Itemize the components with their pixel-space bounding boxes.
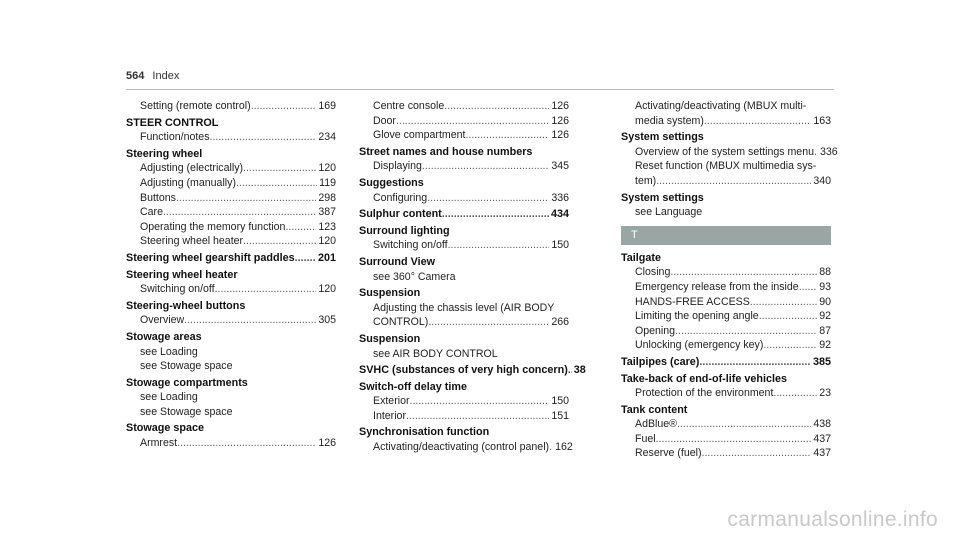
dot-leader [699,355,811,370]
index-subentry [126,234,336,249]
page-reference: 340 [813,174,831,187]
page-reference: 385 [812,355,831,368]
index-heading [359,207,569,222]
index-subentry [621,145,838,160]
dot-leader [773,386,817,401]
index-subentry-text: see Loading [140,391,198,404]
index-subentry-text: Limiting the opening angle [635,310,759,323]
dot-leader [210,130,317,145]
dot-leader [177,436,316,451]
index-subentry-text: Opening [635,324,676,337]
dot-leader [243,234,316,249]
index-heading-text: Tank content [621,403,688,416]
index-heading-text: Suspension [359,287,421,300]
index-subentry [621,432,831,447]
index-subentry [621,205,831,220]
index-subentry-text: Displaying [373,160,422,173]
index-subentry-text: Buttons [140,191,176,204]
index-heading-text: Tailpipes (care) [621,355,700,368]
index-subentry [621,417,831,432]
header-divider [126,89,834,90]
index-heading [621,191,831,206]
index-subentry-text: Armrest [140,437,178,450]
index-subentry [126,345,336,360]
index-subentry [359,159,569,174]
dot-leader [675,324,817,339]
index-subentry-text: Steering wheel heater [140,235,244,248]
index-heading-text: Take-back of end-of-life vehicles [621,372,787,385]
index-subentry-text: see 360° Camera [373,270,456,283]
index-subentry [359,301,569,316]
dot-leader [428,315,549,330]
page-reference: 92 [819,310,831,323]
index-heading-text: System settings [621,131,704,144]
page-reference: 120 [318,283,336,296]
index-subentry-text: Adjusting the chassis level (AIR BODY [373,301,555,314]
dot-leader [410,394,550,409]
index-subentry-text: Configuring [373,191,428,204]
index-subentry-text: Closing [635,266,671,279]
index-column-2 [359,99,586,455]
index-subentry-text: see Stowage space [140,360,233,373]
section-letter: T [621,226,831,245]
index-entry [359,363,586,378]
section-title: Index [152,70,180,82]
index-entry [621,191,831,220]
index-heading-text: Street names and house numbers [359,145,533,158]
index-entry [621,372,831,401]
index-subentry-text: Operating the memory function [140,220,286,233]
index-entry [359,176,569,205]
watermark-logo: carmanualsonline.info [727,508,938,531]
page-reference: 201 [317,251,336,264]
page-reference: 93 [819,280,831,293]
index-entry [359,224,569,253]
dot-leader [465,128,549,143]
index-heading-text: Switch-off delay time [359,380,467,393]
index-subentry [359,270,569,285]
index-subentry [359,114,569,129]
index-subentry-text: CONTROL) [373,316,429,329]
dot-leader [799,280,818,295]
index-heading [126,268,336,283]
index-subentry [621,446,831,461]
index-subentry-text: Adjusting (electrically) [140,162,244,175]
index-subentry-text: Door [373,114,396,127]
index-subentry-text: Activating/deactivating (control panel) [373,441,550,454]
index-subentry [126,130,336,145]
dot-leader [184,313,316,328]
dot-leader [750,295,817,310]
index-subentry [621,265,831,280]
index-heading-text: Stowage areas [126,330,202,343]
index-subentry-text: see Language [635,206,703,219]
index-subentry [359,191,569,206]
index-entry [359,332,569,361]
index-subentry [359,409,569,424]
page-reference: 150 [551,395,569,408]
index-entry [126,330,336,374]
index-subentry [126,436,336,451]
index-heading-text: Steering wheel [126,147,203,160]
dot-leader [243,161,316,176]
dot-leader [285,220,316,235]
dot-leader [442,207,549,222]
index-subentry [126,313,336,328]
page-reference: 387 [318,206,336,219]
page-reference: 438 [813,418,831,431]
index-entry [359,380,569,424]
index-subentry-text: Reserve (fuel) [635,447,702,460]
index-subentry [126,405,336,420]
index-heading [359,176,569,191]
index-entry [126,421,336,450]
page-reference: 126 [551,129,569,142]
page-header [126,70,179,82]
page-reference: 87 [819,324,831,337]
index-subentry [126,282,336,297]
index-subentry-text: Glove compartment [373,129,466,142]
dot-leader [704,114,811,129]
index-subentry [126,176,336,191]
dot-leader [448,238,550,253]
index-entry [126,99,336,114]
dot-leader [406,409,549,424]
index-subentry-text: Unlocking (emergency key) [635,339,764,352]
index-heading-text: Tailgate [621,251,661,264]
dot-leader [427,191,549,206]
index-subentry-text: tem) [635,174,657,187]
dot-leader [396,114,549,129]
page-reference: 23 [819,387,831,400]
index-heading [126,330,336,345]
index-subentry-text: Care [140,206,163,219]
index-subentry [621,338,831,353]
page-reference: 234 [318,131,336,144]
index-heading-text: Suggestions [359,176,424,189]
page-reference: 345 [551,160,569,173]
page-reference: 434 [550,208,569,221]
index-subentry-text: Overview [140,314,185,327]
index-subentry [359,347,569,362]
index-entry [621,355,831,370]
index-subentry [126,161,336,176]
index-heading [359,224,569,239]
index-entry [359,99,569,143]
index-subentry [126,99,336,114]
index-entry [359,286,569,330]
index-entry [359,145,569,174]
index-subentry-text: Centre console [373,100,445,112]
index-subentry [359,128,569,143]
index-heading [621,130,831,145]
page-reference: 120 [318,162,336,175]
index-entry [621,99,831,128]
page-number: 564 [126,70,145,82]
index-heading-text: Synchronisation function [359,426,490,439]
index-heading [126,116,336,131]
index-heading [126,251,336,266]
index-entry [126,299,336,328]
page-reference: 162 [555,441,573,454]
index-subentry [621,280,831,295]
index-subentry [621,99,831,114]
index-entry [359,207,569,222]
index-heading [359,425,569,440]
dot-leader [176,191,316,206]
index-heading [621,403,831,418]
index-entry [126,147,336,249]
index-subentry [621,159,831,174]
dot-leader [702,446,812,461]
page-reference: 38 [573,364,586,377]
page-reference: 126 [551,114,569,127]
page-reference: 305 [318,314,336,327]
index-subentry-text: Reset function (MBUX multimedia sys- [635,160,817,173]
index-subentry [621,114,831,129]
index-heading [621,355,831,370]
index-subentry-text: Activating/deactivating (MBUX multi- [635,100,807,112]
index-subentry [359,238,569,253]
index-heading-text: Sulphur content [359,208,442,221]
page-reference: 151 [551,409,569,422]
dot-leader [656,174,811,189]
index-subentry-text: Overview of the system settings menu [635,145,814,158]
dot-leader [295,251,316,266]
index-subentry [359,315,569,330]
page-reference: 336 [820,145,838,158]
index-heading-text: Steering-wheel buttons [126,299,246,312]
dot-leader [759,309,818,324]
index-subentry [621,295,831,310]
index-subentry-text: AdBlue® [635,418,677,431]
index-heading-text: SVHC (substances of very high concern) [359,364,568,377]
index-heading [359,380,569,395]
index-subentry [621,174,831,189]
index-subentry-text: Switching on/off [140,283,215,296]
index-heading [359,286,569,301]
dot-leader [163,205,316,220]
index-entry [359,425,573,454]
index-heading [359,255,569,270]
index-subentry [359,394,569,409]
index-heading [126,147,336,162]
page-reference: 88 [819,266,831,279]
index-heading-text: Surround lighting [359,224,450,237]
index-subentry-text: Fuel [635,432,656,445]
dot-leader [444,99,549,114]
index-subentry-text: see Loading [140,345,198,358]
index-subentry [621,324,831,339]
index-subentry-text: HANDS-FREE ACCESS [635,295,750,308]
index-subentry [359,440,573,455]
page-reference: 266 [551,316,569,329]
index-entry [621,130,838,188]
page-reference: 169 [318,100,336,112]
index-subentry [126,191,336,206]
dot-leader [215,282,317,297]
page-reference: 437 [813,432,831,445]
index-subentry [126,220,336,235]
index-heading [621,372,831,387]
index-subentry [126,390,336,405]
index-subentry-text: Exterior [373,395,410,408]
index-heading [359,363,586,378]
index-entry [359,255,569,284]
index-subentry [126,205,336,220]
page-reference: 150 [551,239,569,252]
page-reference: 126 [551,100,569,112]
index-subentry-text: Emergency release from the inside [635,280,799,293]
index-heading [126,376,336,391]
index-heading-text: Stowage space [126,422,205,435]
index-entry [126,376,336,420]
index-heading [621,251,831,266]
page-reference: 119 [319,176,336,189]
index-subentry-text: see Stowage space [140,405,233,418]
index-subentry-text: Protection of the environment [635,387,774,400]
index-heading [126,299,336,314]
index-entry [621,251,831,353]
index-subentry-text: see AIR BODY CONTROL [373,347,498,360]
index-subentry [621,309,831,324]
page-reference: 92 [819,339,831,352]
index-heading-text: Stowage compartments [126,376,248,389]
index-heading [126,421,336,436]
page-reference: 90 [819,295,831,308]
index-entry [126,251,336,266]
index-subentry-text: Function/notes [140,131,210,144]
page-reference: 298 [318,191,336,204]
index-heading-text: Steering wheel gearshift paddles [126,251,295,264]
index-heading-text: Steering wheel heater [126,268,238,281]
index-subentry-text: Setting (remote control) [140,100,251,112]
dot-leader [670,265,817,280]
index-entry [126,268,336,297]
dot-leader [763,338,817,353]
index-subentry [126,359,336,374]
dot-leader [236,176,317,191]
index-entry [126,116,336,145]
page-reference: 126 [318,437,336,450]
dot-leader [422,159,549,174]
index-column-1 [126,99,336,451]
index-heading-text: Surround View [359,255,435,268]
index-column-3 [621,99,838,461]
index-heading-text: STEER CONTROL [126,116,219,129]
index-heading [359,145,569,160]
dot-leader [677,417,811,432]
index-entry [621,403,831,461]
page-reference: 437 [813,447,831,460]
index-subentry [621,386,831,401]
page-reference: 336 [551,191,569,204]
page-reference: 123 [318,220,336,233]
page-reference: 163 [813,114,831,127]
dot-leader [251,99,317,114]
index-subentry-text: Adjusting (manually) [140,176,236,189]
index-heading [359,332,569,347]
index-subentry-text: media system) [635,114,704,127]
dot-leader [656,432,812,447]
index-subentry [359,99,569,114]
index-subentry-text: Switching on/off [373,239,448,252]
page-reference: 120 [318,235,336,248]
index-heading-text: System settings [621,191,704,204]
index-subentry-text: Interior [373,409,406,422]
index-heading-text: Suspension [359,332,421,345]
